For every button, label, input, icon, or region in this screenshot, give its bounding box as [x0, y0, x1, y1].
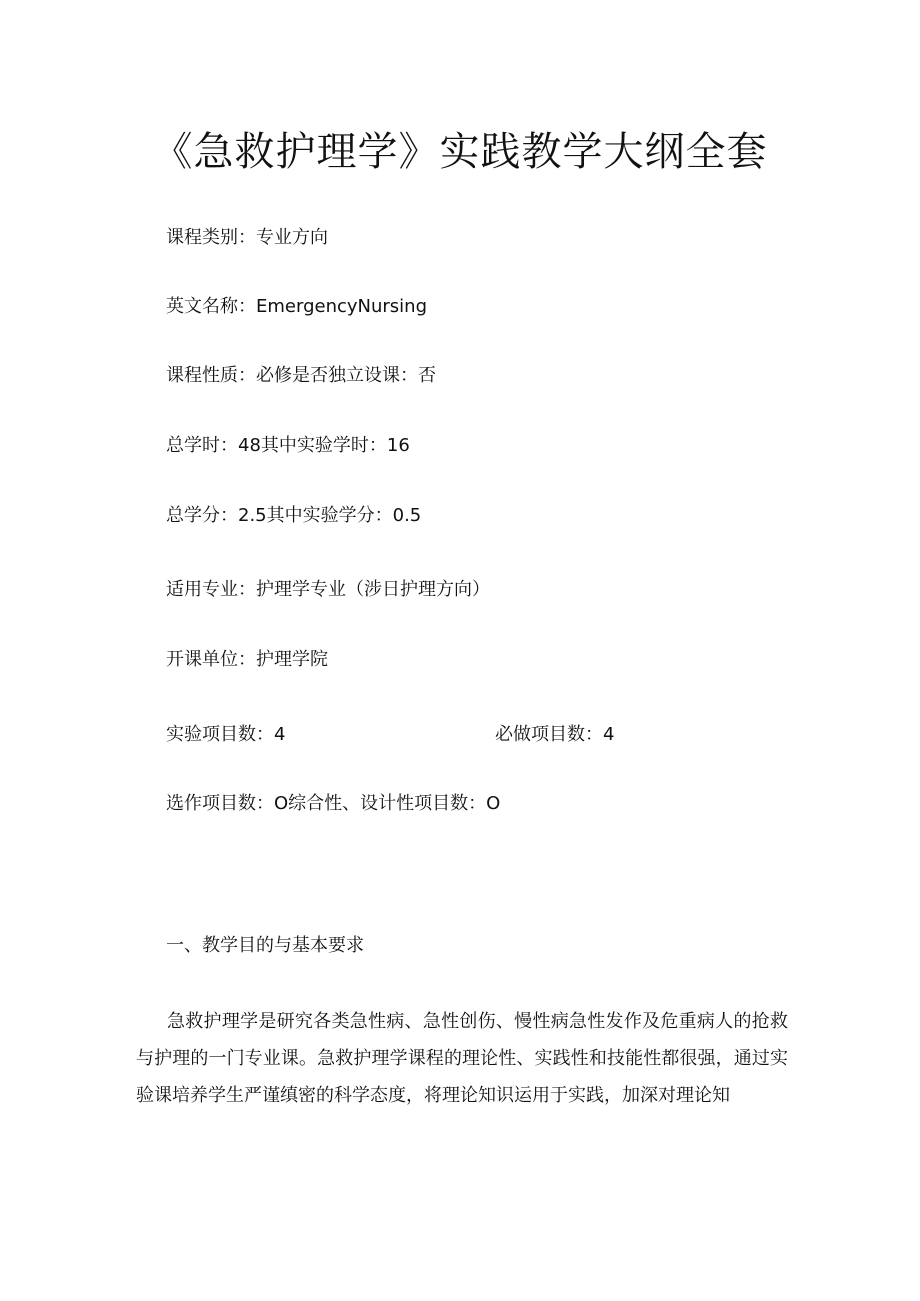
document-title: 《急救护理学》实践教学大纲全套 [152, 129, 768, 175]
section-heading: 一、教学目的与基本要求 [166, 935, 364, 956]
experiment-count: 实验项目数：4 [166, 724, 286, 745]
total-credits: 总学分：2.5其中实验学分：0.5 [166, 505, 422, 526]
course-nature: 课程性质：必修是否独立设课：否 [166, 365, 436, 386]
english-name: 英文名称：EmergencyNursing [166, 296, 428, 317]
required-count: 必做项目数：4 [495, 724, 615, 745]
section-paragraph: 急救护理学是研究各类急性病、急性创伤、慢性病急性发作及危重病人的抢救与护理的一门专业课。急救护理学课程的理论性、实践性和技能性都很强，通过实验课培养学生严谨缜密的科学态度，将理论知识运用于实践，加深对理论知 [136, 1011, 788, 1106]
total-hours: 总学时：48其中实验学时：16 [166, 435, 410, 456]
elective-count: 选作项目数：O综合性、设计性项目数：O [166, 793, 501, 814]
course-category: 课程类别：专业方向 [166, 227, 328, 248]
applicable-major: 适用专业：护理学专业（涉日护理方向） [166, 579, 490, 600]
offering-unit: 开课单位：护理学院 [166, 649, 328, 670]
